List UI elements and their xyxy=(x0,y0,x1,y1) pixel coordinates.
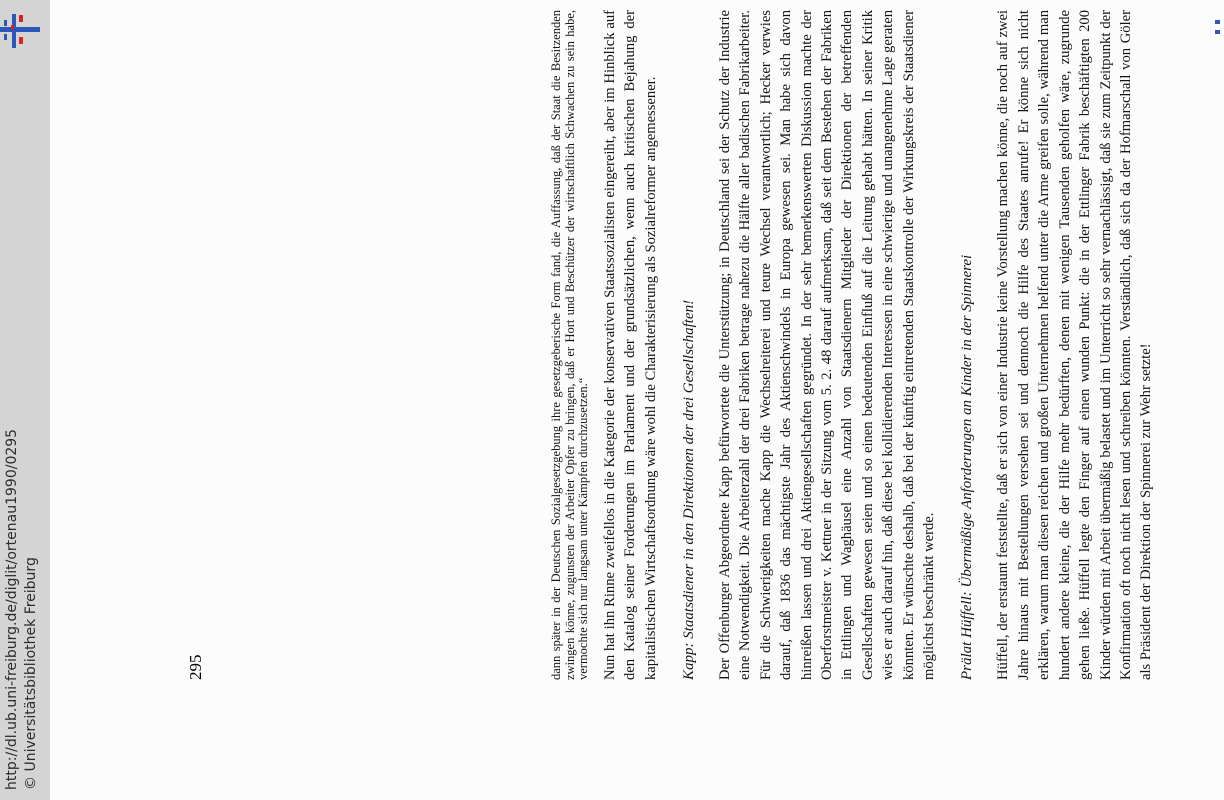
section-heading: Kapp: Staatsdiener in den Direktionen der drei Gesellschaften! xyxy=(681,299,697,680)
copyright-notice: © Universitätsbibliothek Freiburg xyxy=(23,557,39,790)
paragraph: Nun hat ihn Rinne zweifellos in die Kategorie der konservativen Staatssozialisten eingereiht, aber im Hinblick auf den Katalog seiner Forderungen im Parlament und der grundsätzlichen, wenn auch kritischen Bejahung der kapitalistischen Wirtschaftsordnung wäre wohl die Charakterisierung als Sozialreformer angemessener. xyxy=(601,10,659,680)
text-column xyxy=(550,10,1175,680)
scanned-page xyxy=(50,0,1224,800)
viewer-footer xyxy=(3,0,43,800)
paragraph: Hüffell, der erstaunt feststellte, daß er sich von einer Industrie keine Vorstellung machen könne, die noch auf zwei Jahre hinaus mit Bestellungen versehen sei und dennoch die Hilfe des Staates anrufe! Er könne sich nicht erklären, warum man diesen reichen und großen Unternehmen helfend unter die Arme greifen solle, während man hundert andere kleine, die der Hilfe mehr bedürften, denen mit wenigen Tausenden geholfen wäre, zugrunde gehen ließe. Hüffell legte den Finger auf einen wunden Punkt: die in der Ettlinger Fabrik beschäftigten 200 Kinder würden mit Arbeit übermäßig belastet und im Unterricht so sehr vernachlässigt, daß sie zum Zeitpunkt der Konfirmation oft noch nicht lesen und schreiben könnten. Verständlich, daß sich da der Hofmarschall von Göler als Präsident der Direktion der Spinnerei zur Wehr setzte! xyxy=(995,10,1155,680)
quoted-passage: dann später in der Deutschen Sozialgesetzgebung ihre gesetzgeberische Form fand, die Auffassung, daß der Staat die Besitzenden zwingen könne, zugunsten der Arbeiter Opfer zu bringen, daß er Hort und Beschützer der wirtschaftlich Schwachen zu sein habe, vermochte sich nur langsam unter Kämpfen durchzusetzen.“ xyxy=(549,10,591,680)
paragraph: Der Offenburger Abgeordnete Kapp befürwortete die Unterstützung; in Deutschland sei der Schutz der Industrie eine Notwendigkeit. Die Arbeiterzahl der drei Fabriken betrage nahezu die Hälfte aller badischen Fabrikarbeiter. Für die Schwierigkeiten mache Kapp die Wechselreiterei und teure Wechsel verantwortlich; Hecker verwies darauf, daß 1836 das mächtigste Jahr des Aktienschwindels in Europa gewesen sei. Man habe sich davon hinreißen lassen und drei Aktiengesellschaften gegründet. In der sehr bemerkenswerten Diskussion machte der Oberforstmeister v. Kettner in der Sitzung vom 5. 2. 48 darauf aufmerksam, daß seit dem Bestehen der Fabriken in Ettlingen und Waghäusel eine Anzahl von Staatsdienern Mitglieder der Direktionen der betreffenden Gesellschaften gewesen seien und so einen bedeutenden Einfluß auf die Leitung gehabt hätten. In seiner Kritik wies er auch darauf hin, daß diese bei kollidierenden Interessen in eine schwierige und unangenehme Lage geraten könnten. Er wünschte deshalb, daß bei der künftig eintretenden Staatskontrolle der Wirkungskreis der Staatsdiener möglichst beschränkt werde. xyxy=(717,10,938,680)
section-heading: Prälat Hüffell: Übermäßige Anforderungen an Kinder in der Spinnerei xyxy=(959,254,976,680)
viewer-sidebar xyxy=(0,0,50,800)
page-content xyxy=(550,10,1224,680)
page-number: 295 xyxy=(186,654,205,680)
source-url[interactable]: http://dl.ub.uni-freiburg.de/diglit/ortenau1990/0295 xyxy=(4,428,20,790)
